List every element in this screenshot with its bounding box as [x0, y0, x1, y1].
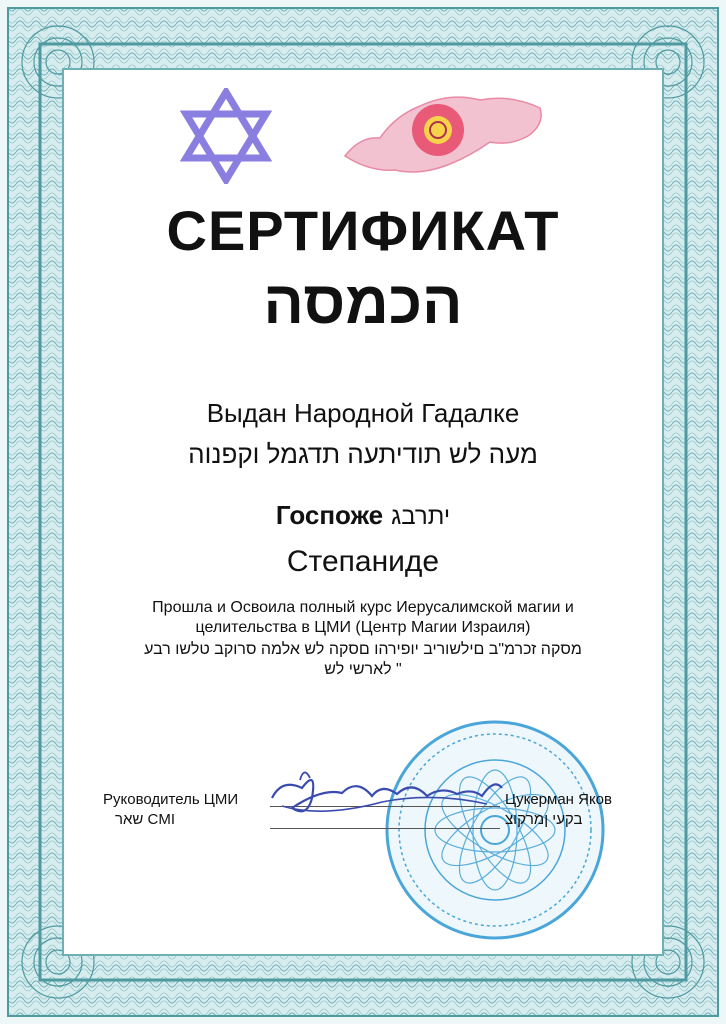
signatory-name-ru: Цукерман Яков — [505, 791, 612, 808]
issued-to-he: מעה לש תודיתעה תדגמל וקפנוה — [188, 439, 538, 469]
course-description-he — [0, 640, 726, 680]
issued-to-ru: Выдан Народной Гадалке — [206, 398, 520, 428]
signatory-title-ru: Руководитель ЦМИ — [103, 791, 239, 808]
star-of-david-icon — [180, 88, 272, 184]
signatory-name-he: בקעי ןמרקוצ — [505, 811, 583, 828]
certificate-title-he: הכמסה — [263, 269, 463, 336]
course-description-ru — [0, 598, 726, 638]
course-description-he-line2: " לארשי לש — [324, 661, 402, 678]
honorific-he: יתרבג — [391, 503, 451, 530]
certificate-title-ru: СЕРТИФИКАТ — [166, 199, 560, 262]
signatory-title — [103, 790, 238, 830]
course-description-ru-line1: Прошла и Освоила полный курс Иерусалимской магии и — [152, 599, 574, 616]
signatory-title-he: שאר CMI — [115, 811, 176, 828]
honorific-ru: Госпоже — [275, 500, 384, 530]
kyrgyzstan-map-emblem — [340, 86, 550, 181]
signatory-name — [505, 790, 635, 830]
recipient-name: Степаниде — [286, 545, 440, 578]
course-description-ru-line2: целительства в ЦМИ (Центр Магии Израиля) — [195, 619, 531, 636]
honorific-line — [0, 500, 726, 531]
signature — [262, 758, 512, 838]
course-description-he-line1: מסקה זכרמ"ב םילשוריב יופירהו םסקה לש אלמה סרוקב טלשו רבע — [144, 641, 582, 658]
